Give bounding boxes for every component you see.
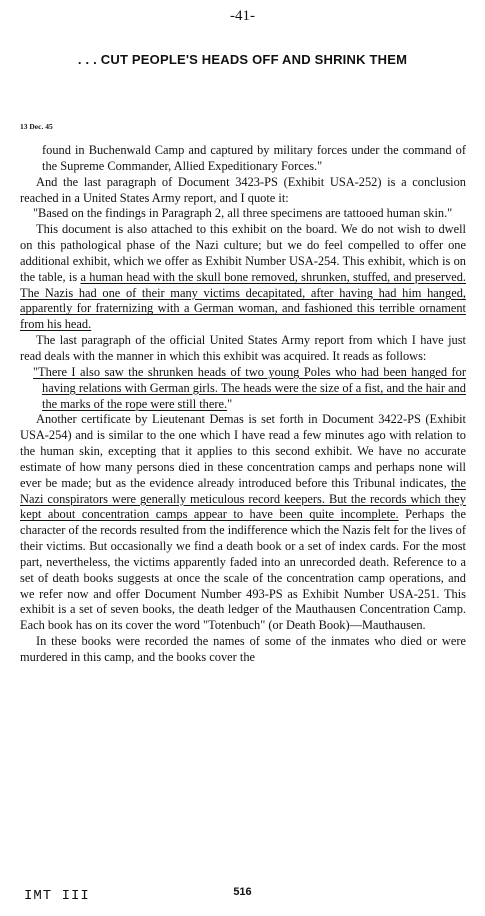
- page-number-top: -41-: [230, 8, 255, 24]
- page-number-bottom: 516: [233, 886, 252, 898]
- paragraph: The last paragraph of the official United States Army report from which I have just read deals with the manner in which this exhibit was acquired. It reads as follows:: [20, 333, 466, 363]
- underlined-quote: "There I also saw the shrunken heads of two young Poles who had been hanged for having relations with German girls. The heads were the size of a fist, and the hair and the marks of the rope were still there.: [33, 364, 466, 411]
- paragraph-quote: "Based on the findings in Paragraph 2, all three specimens are tattooed human skin.": [33, 206, 453, 221]
- paragraph-quote-end: found in Buchenwald Camp and captured by military forces under the command of the Supreme Commander, Allied Expeditionary Forces.": [42, 143, 466, 173]
- date-marginal: 13 Dec. 45: [20, 122, 53, 131]
- underlined-passage: the Nazi conspirators were generally meticulous record keepers. But the records which they kept about concentration camps appear to have been quite incomplete.: [20, 475, 466, 522]
- paragraph-text: Perhaps the character of the records resulted from the indifference which the Nazis felt for the lives of their victims. But occasionally we find a death book or a set of index cards. For the most part, nevertheless, the victims apparently faded into an unrecorded death. Reference to a set of death books suggests at once the scale of the concentration camp operations, and we refer now and offer Document Number 493-PS as Exhibit Number USA-251. This exhibit is a set of seven books, the death ledger of the Mauthausen Concentration Camp. Each book has on its cover the word "Totenbuch" (or Death Book)—Mauthausen.: [20, 507, 466, 633]
- paragraph-exhibit: [20, 222, 466, 333]
- document-body: [20, 143, 466, 666]
- paragraph-quote: [20, 365, 466, 413]
- running-title: . . . CUT PEOPLE'S HEADS OFF AND SHRINK THEM: [77, 52, 408, 67]
- paragraph: And the last paragraph of Document 3423-PS (Exhibit USA-252) is a conclusion reached in a United States Army report, and I quote it:: [20, 174, 466, 205]
- paragraph: In these books were recorded the names of some of the inmates who died or were murdered in this camp, and the books cover the: [20, 634, 466, 664]
- volume-label: IMT III: [24, 888, 90, 904]
- paragraph-text: This document is also attached to this exhibit on the board. We do not wish to dwell on this pathological phase of the Nazi culture; but we do feel compelled to offer one additional exhibit, which we offer as Exhibit Number USA-254. This exhibit, which is on the table, is: [20, 222, 466, 284]
- underlined-passage: a human head with the skull bone removed, shrunken, stuffed, and preserved. The Nazis had one of their many victims decapitated, after having had him hanged, apparently for fraternizing with a German woman, and fashioned this terrible ornament from his head.: [20, 269, 466, 332]
- closing-quote-mark: ": [227, 396, 233, 411]
- paragraph-records: [20, 412, 466, 634]
- paragraph-text: Another certificate by Lieutenant Demas is set forth in Document 3422-PS (Exhibit USA-254) and is similar to the one which I have read a few minutes ago with relation to the human skin, excepting that it applies to this second exhibit. We have no accurate estimate of how many persons died in these concentration camps and perhaps none will ever be made; but as the evidence already introduced before this Tribunal indicates,: [20, 412, 466, 490]
